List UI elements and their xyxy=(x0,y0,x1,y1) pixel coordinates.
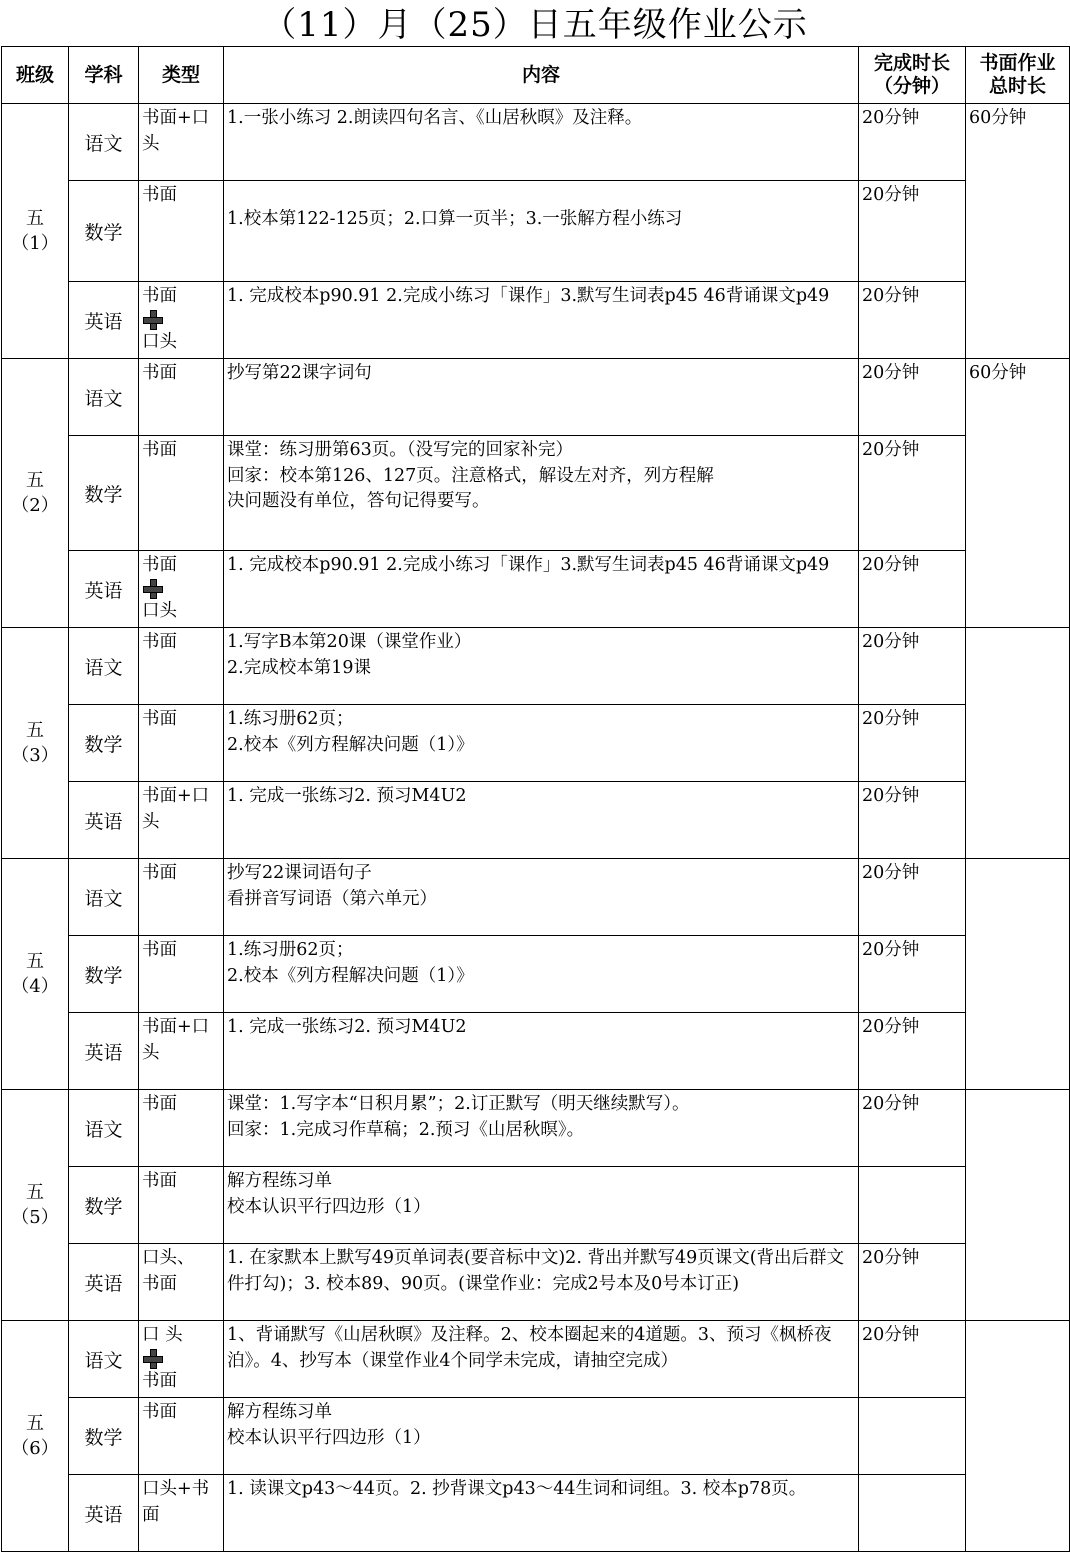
header-type: 类型 xyxy=(139,47,224,104)
header-duration: 完成时长 （分钟） xyxy=(859,47,966,104)
type-line: 书面+口 xyxy=(142,786,210,806)
content-cell xyxy=(224,282,859,359)
table-row xyxy=(2,1321,1070,1398)
content-cell xyxy=(224,705,859,782)
type-line-with-plus xyxy=(142,1323,220,1369)
subject-cell: 数学 xyxy=(69,705,139,782)
subject-cell: 英语 xyxy=(69,1013,139,1090)
content-line: 1、背诵默写《山居秋暝》及注释。2、校本圈起来的4道题。3、预习《枫桥夜泊》。4、抄写本（课堂作业4个同学未完成，请抽空完成） xyxy=(227,1325,832,1371)
content-line: 校本认识平行四边形（1） xyxy=(227,1427,431,1448)
content-cell xyxy=(224,359,859,436)
header-total: 书面作业 总时长 xyxy=(966,47,1070,104)
class-cell xyxy=(2,859,69,1090)
header-content: 内容 xyxy=(224,47,859,104)
class-name-line: 五 xyxy=(26,951,44,972)
subject-cell: 语文 xyxy=(69,628,139,705)
type-line: 书面 xyxy=(142,185,177,205)
content-cell xyxy=(224,936,859,1013)
duration-cell: 20分钟 xyxy=(859,859,966,936)
type-cell xyxy=(139,359,224,436)
table-row xyxy=(2,551,1070,628)
type-line: 书面 xyxy=(142,1402,177,1422)
content-line: 2.校本《列方程解决问题（1）》 xyxy=(227,734,474,755)
header-subject: 学科 xyxy=(69,47,139,104)
content-line: 2.校本《列方程解决问题（1）》 xyxy=(227,965,474,986)
type-text: 口 头 xyxy=(142,1325,183,1345)
subject-cell: 语文 xyxy=(69,859,139,936)
duration-cell: 20分钟 xyxy=(859,1090,966,1167)
duration-cell: 20分钟 xyxy=(859,1244,966,1321)
type-cell xyxy=(139,1475,224,1552)
table-row xyxy=(2,1090,1070,1167)
content-line: 抄写22课词语句子 xyxy=(227,863,372,883)
type-line: 书面 xyxy=(142,440,177,460)
type-cell xyxy=(139,936,224,1013)
content-cell xyxy=(224,782,859,859)
type-line: 书面 xyxy=(142,863,177,883)
total-cell xyxy=(966,628,1070,859)
content-cell xyxy=(224,1013,859,1090)
subject-cell: 数学 xyxy=(69,936,139,1013)
duration-cell: 20分钟 xyxy=(859,1013,966,1090)
duration-cell: 20分钟 xyxy=(859,782,966,859)
class-cell xyxy=(2,104,69,359)
table-row xyxy=(2,181,1070,282)
content-cell xyxy=(224,1321,859,1398)
subject-cell: 英语 xyxy=(69,1475,139,1552)
subject-cell: 英语 xyxy=(69,1244,139,1321)
type-cell xyxy=(139,1321,224,1398)
content-cell xyxy=(224,436,859,551)
type-cell xyxy=(139,436,224,551)
type-line: 口头 xyxy=(142,331,177,352)
type-cell xyxy=(139,551,224,628)
duration-cell: 20分钟 xyxy=(859,936,966,1013)
plus-icon xyxy=(143,579,163,599)
table-row xyxy=(2,782,1070,859)
type-cell xyxy=(139,1090,224,1167)
table-row xyxy=(2,359,1070,436)
type-line: 书面 xyxy=(142,363,177,383)
content-line: 1. 完成一张练习2. 预习M4U2 xyxy=(227,786,467,806)
subject-cell: 英语 xyxy=(69,551,139,628)
class-cell xyxy=(2,1090,69,1321)
total-cell: 60分钟 xyxy=(966,359,1070,628)
content-line: 看拼音写词语（第六单元） xyxy=(227,888,437,909)
content-line: 1.练习册62页； xyxy=(227,709,354,729)
content-line: 1. 读课文p43～44页。2. 抄背课文p43～44生词和词组。3. 校本p78页。 xyxy=(227,1479,807,1499)
content-line: 决问题没有单位，答句记得要写。 xyxy=(227,491,490,511)
content-cell xyxy=(224,181,859,282)
table-row xyxy=(2,705,1070,782)
subject-cell: 语文 xyxy=(69,359,139,436)
type-cell xyxy=(139,859,224,936)
type-line: 头 xyxy=(142,133,160,154)
table-body xyxy=(2,104,1070,1552)
content-line: 1. 完成一张练习2. 预习M4U2 xyxy=(227,1017,467,1037)
content-line: 1. 完成校本p90.91 2.完成小练习「课作」3.默写生词表p45 46背诵课文p49 xyxy=(227,555,830,575)
content-line: 抄写第22课字词句 xyxy=(227,363,372,383)
class-name-line: （5） xyxy=(11,1207,59,1228)
duration-cell: 20分钟 xyxy=(859,705,966,782)
type-line: 书面 xyxy=(142,709,177,729)
header-class: 班级 xyxy=(2,47,69,104)
content-line: 课堂：练习册第63页。（没写完的回家补完） xyxy=(227,440,574,460)
content-line: 1.校本第122-125页；2.口算一页半；3.一张解方程小练习 xyxy=(227,209,683,229)
table-row xyxy=(2,1475,1070,1552)
class-name-line: 五 xyxy=(26,208,44,229)
content-line: 课堂：1.写字本“日积月累”；2.订正默写（明天继续默写）。 xyxy=(227,1094,690,1114)
table-row xyxy=(2,1244,1070,1321)
class-cell xyxy=(2,1321,69,1552)
type-line: 口头 xyxy=(142,600,177,621)
type-cell xyxy=(139,1244,224,1321)
content-cell xyxy=(224,1244,859,1321)
page-title: （11）月（25）日五年级作业公示 xyxy=(262,5,808,45)
type-line: 口头+书 xyxy=(142,1479,210,1499)
total-cell xyxy=(966,859,1070,1090)
type-line: 书面 xyxy=(142,1171,177,1191)
total-cell: 60分钟 xyxy=(966,104,1070,359)
table-row xyxy=(2,436,1070,551)
content-line: 校本认识平行四边形（1） xyxy=(227,1196,431,1217)
content-line: 回家：1.完成习作草稿；2.预习《山居秋暝》。 xyxy=(227,1119,585,1140)
class-name-line: （2） xyxy=(11,495,59,516)
content-line: 1.练习册62页； xyxy=(227,940,354,960)
table-row xyxy=(2,936,1070,1013)
content-line: 解方程练习单 xyxy=(227,1402,332,1422)
content-cell xyxy=(224,1475,859,1552)
type-line: 书面 xyxy=(142,1370,177,1391)
table-row xyxy=(2,1398,1070,1475)
subject-cell: 数学 xyxy=(69,181,139,282)
type-cell xyxy=(139,282,224,359)
duration-cell: 20分钟 xyxy=(859,436,966,551)
type-line: 书面 xyxy=(142,940,177,960)
class-name-line: （6） xyxy=(11,1438,59,1459)
total-cell xyxy=(966,1321,1070,1552)
type-cell xyxy=(139,104,224,181)
type-line-with-plus xyxy=(142,284,220,330)
type-cell xyxy=(139,782,224,859)
type-line-with-plus xyxy=(142,553,220,599)
type-line: 面 xyxy=(142,1504,160,1525)
type-line: 书面+口 xyxy=(142,108,210,128)
duration-cell: 20分钟 xyxy=(859,104,966,181)
table-row xyxy=(2,859,1070,936)
class-name-line: 五 xyxy=(26,720,44,741)
class-name-line: （1） xyxy=(11,233,59,254)
subject-cell: 数学 xyxy=(69,436,139,551)
duration-cell: 20分钟 xyxy=(859,551,966,628)
duration-cell: 20分钟 xyxy=(859,628,966,705)
class-name-line: 五 xyxy=(26,1182,44,1203)
content-cell xyxy=(224,1090,859,1167)
content-line: 1. 完成校本p90.91 2.完成小练习「课作」3.默写生词表p45 46背诵课文p49 xyxy=(227,286,830,306)
class-cell xyxy=(2,628,69,859)
subject-cell: 数学 xyxy=(69,1398,139,1475)
content-cell xyxy=(224,1398,859,1475)
duration-cell: 20分钟 xyxy=(859,181,966,282)
content-line: 回家：校本第126、127页。注意格式，解设左对齐，列方程解 xyxy=(227,465,714,486)
total-cell xyxy=(966,1090,1070,1321)
homework-table xyxy=(1,46,1070,1552)
class-name-line: 五 xyxy=(26,470,44,491)
duration-cell xyxy=(859,1475,966,1552)
content-cell xyxy=(224,104,859,181)
content-line: 解方程练习单 xyxy=(227,1171,332,1191)
class-name-line: （3） xyxy=(11,745,59,766)
content-line: 1.一张小练习 2.朗读四句名言、《山居秋暝》及注释。 xyxy=(227,108,643,128)
table-row xyxy=(2,1167,1070,1244)
plus-icon xyxy=(143,310,163,330)
content-cell xyxy=(224,628,859,705)
duration-cell: 20分钟 xyxy=(859,282,966,359)
type-cell xyxy=(139,181,224,282)
class-name-line: （4） xyxy=(11,976,59,997)
subject-cell: 英语 xyxy=(69,782,139,859)
type-text: 书面 xyxy=(142,286,177,306)
subject-cell: 英语 xyxy=(69,282,139,359)
subject-cell: 数学 xyxy=(69,1167,139,1244)
plus-icon xyxy=(143,1349,163,1369)
type-line: 书面 xyxy=(142,1273,177,1294)
table-row xyxy=(2,1013,1070,1090)
type-line: 口头、 xyxy=(142,1248,195,1268)
content-line: 1. 在家默本上默写49页单词表(要音标中文)2. 背出并默写49页课文(背出后群文件打勾)；3. 校本89、90页。(课堂作业：完成2号本及0号本订正) xyxy=(227,1248,845,1294)
content-cell xyxy=(224,859,859,936)
type-cell xyxy=(139,1398,224,1475)
content-cell xyxy=(224,1167,859,1244)
duration-cell xyxy=(859,1398,966,1475)
type-line: 书面 xyxy=(142,632,177,652)
type-cell xyxy=(139,705,224,782)
type-line: 头 xyxy=(142,1042,160,1063)
class-name-line: 五 xyxy=(26,1413,44,1434)
type-cell xyxy=(139,1167,224,1244)
subject-cell: 语文 xyxy=(69,1321,139,1398)
type-cell xyxy=(139,628,224,705)
duration-cell: 20分钟 xyxy=(859,1321,966,1398)
subject-cell: 语文 xyxy=(69,1090,139,1167)
type-cell xyxy=(139,1013,224,1090)
duration-cell xyxy=(859,1167,966,1244)
table-row xyxy=(2,104,1070,181)
table-row xyxy=(2,628,1070,705)
subject-cell: 语文 xyxy=(69,104,139,181)
class-cell xyxy=(2,359,69,628)
content-line: 2.完成校本第19课 xyxy=(227,657,371,678)
duration-cell: 20分钟 xyxy=(859,359,966,436)
type-line: 书面+口 xyxy=(142,1017,210,1037)
type-line: 头 xyxy=(142,811,160,832)
content-cell xyxy=(224,551,859,628)
type-line: 书面 xyxy=(142,1094,177,1114)
table-row xyxy=(2,282,1070,359)
content-line: 1.写字B本第20课（课堂作业） xyxy=(227,632,472,652)
header-row xyxy=(2,47,1070,104)
type-text: 书面 xyxy=(142,555,177,575)
